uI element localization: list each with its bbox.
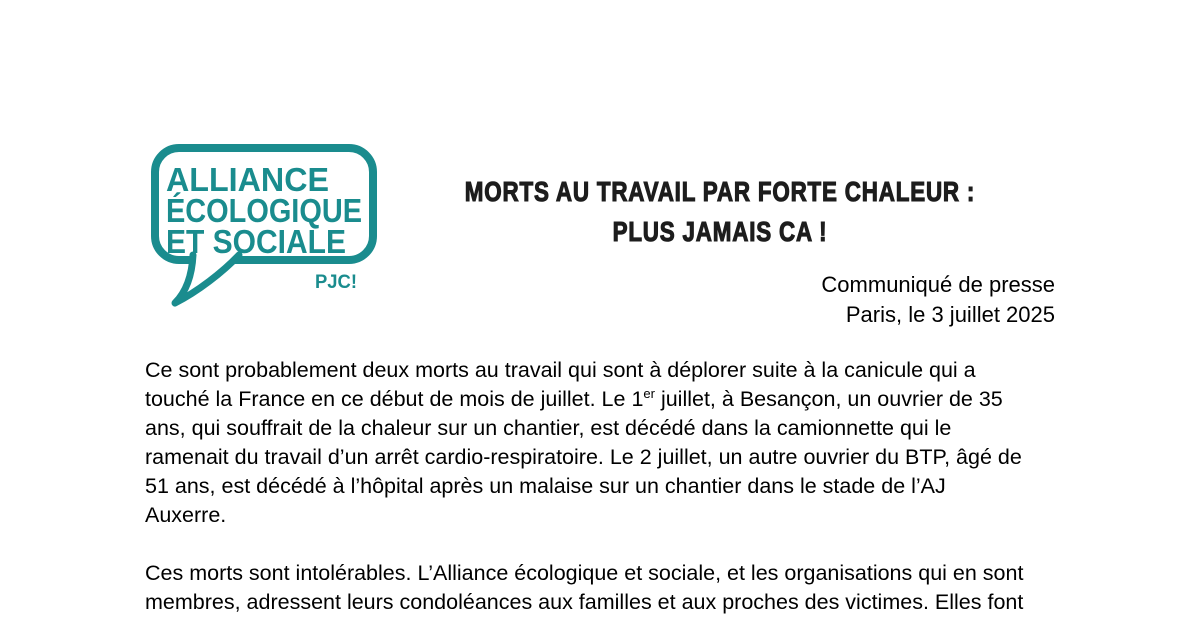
alliance-logo-svg	[149, 141, 381, 309]
logo-text-line3: ET SOCIALE	[166, 223, 346, 260]
alliance-logo	[149, 141, 381, 309]
line-segment: juillet, à Besançon, un ouvrier de 35	[654, 387, 1003, 411]
paragraph-line	[145, 385, 1105, 414]
logo-text-line1: ALLIANCE	[166, 161, 329, 198]
logo-text-line2: ÉCOLOGIQUE	[166, 192, 362, 229]
dateline-doc-type: Communiqué de presse	[821, 272, 1055, 297]
paragraph-line: Ce sont probablement deux morts au travail qui sont à déplorer suite à la canicule qui a	[145, 358, 976, 382]
title-line-1: MORTS AU TRAVAIL PAR FORTE CHALEUR :	[464, 176, 976, 207]
paragraph-line: Auxerre.	[145, 503, 227, 527]
ordinal-superscript: er	[643, 385, 655, 401]
paragraph-2	[145, 559, 1105, 617]
line-segment: touché la France en ce début de mois de juillet. Le 1	[145, 387, 644, 411]
paragraph-line: Ces morts sont intolérables. L’Alliance écologique et sociale, et les organisations qui en sont	[145, 561, 1024, 585]
paragraph-line: membres, adressent leurs condoléances aux familles et aux proches des victimes. Elles font	[145, 590, 1024, 614]
title-line-2: PLUS JAMAIS CA !	[612, 216, 828, 247]
paragraph-1	[145, 356, 1105, 530]
paragraph-line: 51 ans, est décédé à l’hôpital après un malaise sur un chantier dans le stade de l’AJ	[145, 474, 946, 498]
dateline	[821, 270, 1055, 329]
paragraph-line: ramenait du travail d’un arrêt cardio-respiratoire. Le 2 juillet, un autre ouvrier du BTP, âgé de	[145, 445, 1022, 469]
dateline-place-date: Paris, le 3 juillet 2025	[845, 301, 1055, 327]
body-text	[145, 356, 1105, 617]
logo-tagline: PJC!	[315, 272, 357, 293]
press-release-title	[390, 172, 1050, 252]
paragraph-line: ans, qui souffrait de la chaleur sur un chantier, est décédé dans la camionnette qui le	[145, 416, 952, 440]
